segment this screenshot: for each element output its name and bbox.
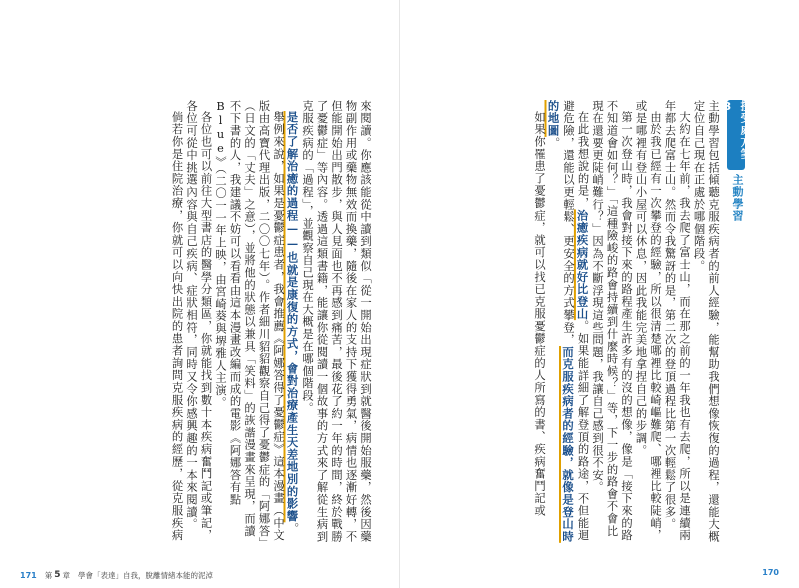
section-badge [721,100,752,170]
chapter-prefix: 第 [44,570,53,580]
right-para-5-b: 。如果能詳細了解登頂的路途，不但能迴避危險，還能以更輕鬆、更安全的方式攀登， [562,100,590,542]
left-footer [20,568,213,582]
right-para-5-a: 在此我想說的是， [576,111,590,210]
right-para-5-highlight-1: 治癒疾病就好比登山 [575,209,590,321]
left-para-3: 舉例來說，如果是憂鬱症患者，我會推薦《阿娜答得了憂鬱症》這本漫畫（中文版由高寶代理出版，二〇〇七年）。作者細川貂貂觀察自己得了憂鬱症的「阿娜答」（日文的「丈夫」之意），並將他的狀態以兼具「笑料」的詼諧漫畫來呈現，而讀不下書的人，我建議不妨可以看看由這本漫畫改編而成的電影《阿娜答有點 Blue》（二〇一一年上映，由宮崎葵與堺雅人主演。 [214,100,285,544]
chapter-label [45,570,70,581]
left-para-2-end: 。 [286,522,300,535]
right-para-6: 如果你罹患了憂鬱症，就可以找已克服憂鬱症的人所寫的書、疾病奮鬥記或 [533,111,546,518]
right-para-1: 主動學習包括傾聽克服疾病者的前人經驗，能幫助我們想像恢復的過程，還能大概定位自己現在正處於哪個階段。 [692,100,720,543]
left-para-4: 各位也可以前往大型書店的醫學分類區，你就能找到數十本疾病奮鬥記或筆記，各位可從中挑選內容與自己疾病、症狀相符，同時又令你感興趣的一本來閱讀。 [185,100,213,542]
right-para-5-c: 。 [547,136,561,150]
chapter-number: 5 [54,570,61,580]
left-para-2-highlight: 是否了解治癒的過程——也就是康復的方式，會對治療產生天差地別的影響 [285,111,300,523]
left-page-number: 171 [20,570,37,580]
right-para-5-highlight-2: 而克服疾病者的經驗，就像是登山時的地圖 [546,100,575,543]
left-para-2 [285,100,300,544]
chapter-suffix: 章 [62,570,70,580]
chapter-title: 學會「表達」自我，脫離情緒本能的泥淖 [77,570,213,580]
left-page-body [22,100,372,544]
section-subheading: 主動學習 [731,174,744,222]
right-page-number: 170 [762,568,779,577]
right-para-2: 大約在七年前，我去爬了富士山，而在那之前的一年我也有去爬，所以是連續兩年都去爬富士山。然而令我驚訝的是，第二次的登頂過程比第一次輕鬆了很多。 [663,100,691,542]
left-para-1: 來閱讀。你應該能從中讀到類似「從一開始出現症狀到就醫後開始服藥，然後因藥物副作用或藥物無效而換藥，隨後在家人的支持下獲得勇氣，病情也逐漸好轉，不但能開始出門散步，與人見面也不再感到痛苦，最後花了約一年的時間，終於戰勝了憂鬱症」等內容。透過這類書籍，能讓你從閱讀一個故事的方式來了解從生病到克服疾病的「過程」，並觀察自己現在大概是在哪個階段。 [301,100,372,543]
section-badge-text: 接受處方箋3 [721,100,752,160]
right-para-4: 第一次登山時，我會對接下來的路程產生許多有的沒的想像，像是「接下來的路不知道會如何？」「這種險峻的路會持續到什麼時候？」等，下一步的路會不會比現在還要更陡峭難行？」因為不斷浮現這些問題，我讓自己感到很不安。 [591,100,633,542]
page-gutter [399,0,400,588]
left-para-5: 倘若你是住院治療，你就可以向快出院的患者詢問克服疾病的經歷，從克服疾病 [170,111,184,542]
right-para-3: 由於我已經有一次攀登的經驗，所以很清楚哪裡比較崎嶇難爬、哪裡比較陡峭，或是哪裡有登山小屋可以休息，因此我能完美地拿捏自己的步調。 [634,100,662,542]
right-para-5 [546,100,590,544]
right-page-body [420,100,720,544]
